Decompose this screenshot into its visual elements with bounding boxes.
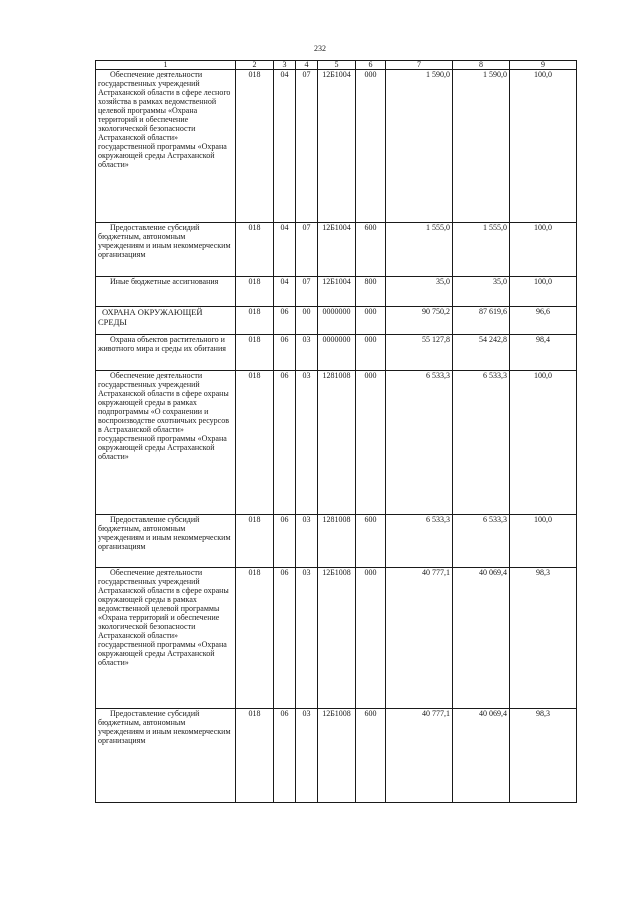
cell-subsection: 07: [296, 223, 318, 277]
cell-expense-type: 600: [356, 515, 386, 568]
row-name-text: Обеспечение деятельности государственных учреждений Астраханской области в сфере лесного хозяйства в рамках ведомственной целевой программы «Охрана территорий и обеспечение экологической безопасности Астраханской области» государственной программы «Охрана окружающей среды Астраханской области»: [98, 70, 231, 169]
row-name: [96, 277, 236, 307]
row-name-text: Обеспечение деятельности государственных учреждений Астраханской области в сфере охраны окружающей среды в рамках ведомственной целевой программы «Охрана территорий и обеспечение экологической безопасности Астраханской области» государственной программы «Охрана окружающей среды Астраханской области»: [98, 568, 229, 667]
cell-section: 06: [274, 709, 296, 803]
table-row: [96, 335, 577, 371]
cell-expense-type: 600: [356, 223, 386, 277]
cell-executed: 1 590,0: [453, 70, 510, 223]
cell-ministry: 018: [236, 568, 274, 709]
cell-executed: 54 242,8: [453, 335, 510, 371]
cell-subsection: 03: [296, 515, 318, 568]
cell-percent: 100,0: [510, 223, 577, 277]
column-header: 2: [236, 61, 274, 70]
column-header: 3: [274, 61, 296, 70]
cell-ministry: 018: [236, 277, 274, 307]
cell-executed: 40 069,4: [453, 568, 510, 709]
cell-target-article: 12Б1004: [318, 277, 356, 307]
table-header-row: [96, 61, 577, 70]
cell-subsection: 07: [296, 277, 318, 307]
cell-ministry: 018: [236, 307, 274, 335]
row-name: [96, 223, 236, 277]
row-name: [96, 371, 236, 515]
cell-subsection: 07: [296, 70, 318, 223]
cell-executed: 6 533,3: [453, 515, 510, 568]
row-name-text: Обеспечение деятельности государственных учреждений Астраханской области в сфере охраны окружающей среды в рамках подпрограммы «О сохранении и воспроизводстве охотничьих ресурсов в Астраханской области» государственной программы «Охрана окружающей среды Астраханской области»: [98, 371, 230, 461]
cell-executed: 87 619,6: [453, 307, 510, 335]
row-name: [96, 709, 236, 803]
cell-ministry: 018: [236, 515, 274, 568]
cell-section: 06: [274, 307, 296, 335]
cell-executed: 6 533,3: [453, 371, 510, 515]
row-name-text: Предоставление субсидий бюджетным, автономным учреждениям и иным некоммерческим организациям: [98, 709, 231, 745]
table-row: [96, 223, 577, 277]
cell-target-article: 0000000: [318, 335, 356, 371]
cell-subsection: 03: [296, 709, 318, 803]
cell-section: 06: [274, 371, 296, 515]
cell-section: 04: [274, 223, 296, 277]
budget-table: [95, 60, 577, 803]
cell-subsection: 00: [296, 307, 318, 335]
table-row: [96, 568, 577, 709]
row-name: [96, 515, 236, 568]
cell-percent: 98,3: [510, 568, 577, 709]
column-header: 7: [386, 61, 453, 70]
table-row: [96, 70, 577, 223]
column-header: 8: [453, 61, 510, 70]
row-name-text: Охрана объектов растительного и животного мира и среды их обитания: [98, 335, 226, 353]
cell-planned: 6 533,3: [386, 515, 453, 568]
cell-ministry: 018: [236, 335, 274, 371]
column-header: 6: [356, 61, 386, 70]
cell-section: 06: [274, 335, 296, 371]
row-name-text: ОХРАНА ОКРУЖАЮЩЕЙ СРЕДЫ: [98, 307, 203, 327]
column-header: 5: [318, 61, 356, 70]
row-name: [96, 568, 236, 709]
cell-executed: 35,0: [453, 277, 510, 307]
cell-percent: 98,4: [510, 335, 577, 371]
cell-planned: 1 555,0: [386, 223, 453, 277]
cell-planned: 35,0: [386, 277, 453, 307]
row-name: [96, 335, 236, 371]
cell-subsection: 03: [296, 568, 318, 709]
cell-section: 06: [274, 568, 296, 709]
cell-ministry: 018: [236, 223, 274, 277]
cell-ministry: 018: [236, 709, 274, 803]
row-name-text: Иные бюджетные ассигнования: [110, 277, 219, 286]
table-row: [96, 307, 577, 335]
cell-percent: 100,0: [510, 70, 577, 223]
cell-target-article: 12Б1004: [318, 223, 356, 277]
cell-percent: 100,0: [510, 515, 577, 568]
column-header: 1: [96, 61, 236, 70]
cell-section: 06: [274, 515, 296, 568]
cell-target-article: 12Б1008: [318, 709, 356, 803]
table-row: [96, 515, 577, 568]
cell-percent: 98,3: [510, 709, 577, 803]
column-header: 4: [296, 61, 318, 70]
cell-planned: 1 590,0: [386, 70, 453, 223]
page-number: 232: [314, 44, 326, 53]
cell-executed: 1 555,0: [453, 223, 510, 277]
cell-planned: 40 777,1: [386, 568, 453, 709]
cell-subsection: 03: [296, 371, 318, 515]
cell-executed: 40 069,4: [453, 709, 510, 803]
cell-expense-type: 000: [356, 70, 386, 223]
table-row: [96, 709, 577, 803]
cell-expense-type: 800: [356, 277, 386, 307]
cell-target-article: 0000000: [318, 307, 356, 335]
cell-expense-type: 000: [356, 335, 386, 371]
cell-planned: 90 750,2: [386, 307, 453, 335]
cell-percent: 100,0: [510, 277, 577, 307]
cell-expense-type: 000: [356, 568, 386, 709]
cell-section: 04: [274, 277, 296, 307]
cell-expense-type: 000: [356, 371, 386, 515]
column-header: 9: [510, 61, 577, 70]
cell-target-article: 12Б1008: [318, 568, 356, 709]
cell-ministry: 018: [236, 371, 274, 515]
row-name-text: Предоставление субсидий бюджетным, автономным учреждениям и иным некоммерческим организациям: [98, 223, 231, 259]
row-name-text: Предоставление субсидий бюджетным, автономным учреждениям и иным некоммерческим организациям: [98, 515, 231, 551]
cell-ministry: 018: [236, 70, 274, 223]
cell-percent: 96,6: [510, 307, 577, 335]
cell-subsection: 03: [296, 335, 318, 371]
table-row: [96, 371, 577, 515]
row-name: [96, 307, 236, 335]
cell-expense-type: 000: [356, 307, 386, 335]
cell-target-article: 12Б1004: [318, 70, 356, 223]
cell-section: 04: [274, 70, 296, 223]
cell-planned: 6 533,3: [386, 371, 453, 515]
cell-planned: 40 777,1: [386, 709, 453, 803]
cell-planned: 55 127,8: [386, 335, 453, 371]
cell-target-article: 1281008: [318, 371, 356, 515]
row-name: [96, 70, 236, 223]
cell-target-article: 1281008: [318, 515, 356, 568]
cell-percent: 100,0: [510, 371, 577, 515]
cell-expense-type: 600: [356, 709, 386, 803]
table-row: [96, 277, 577, 307]
